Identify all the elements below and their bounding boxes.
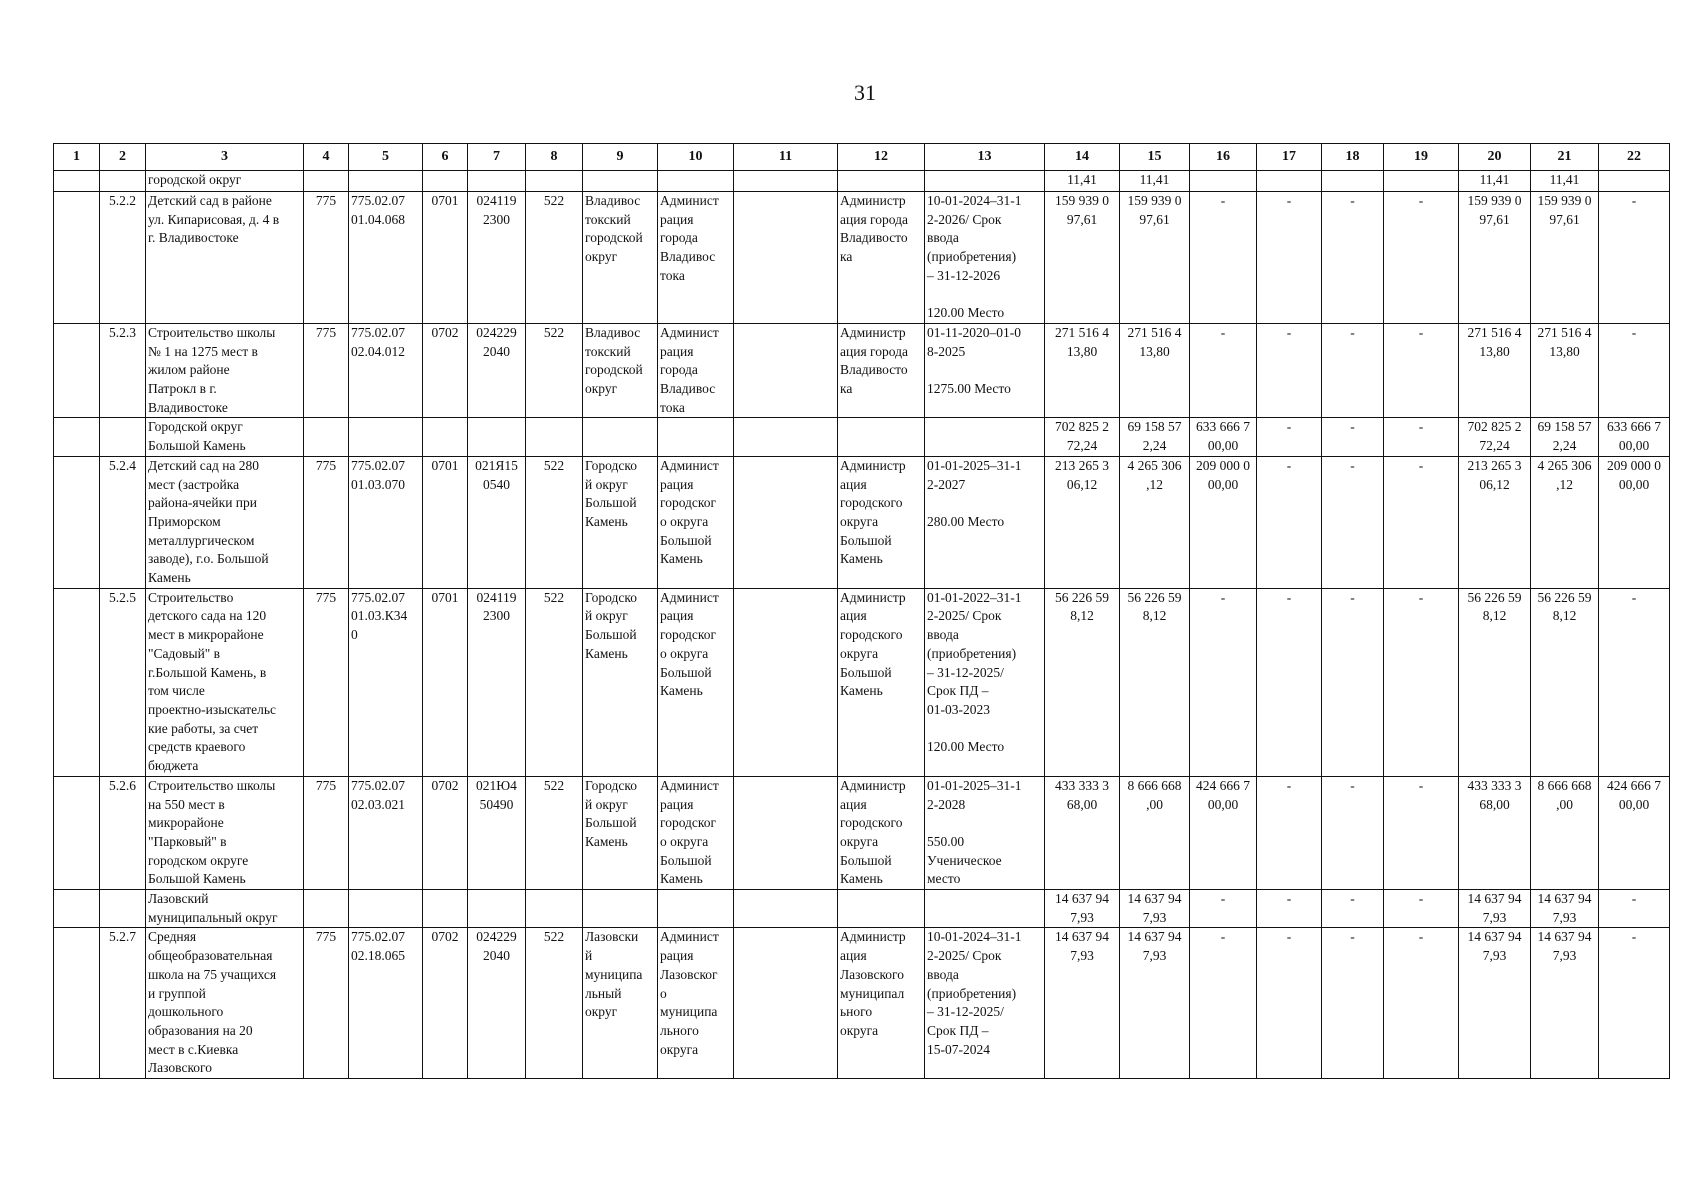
table-cell [304,418,349,456]
table-cell [54,776,100,889]
column-header: 14 [1045,144,1120,171]
column-header: 12 [838,144,925,171]
table-cell [734,928,838,1079]
table-cell: Админист рация города Владивос тока [658,323,734,418]
table-cell: Администр ация города Владивосто ка [838,323,925,418]
table-cell [468,171,526,192]
table-cell: Администр ация городского округа Большой Камень [838,588,925,776]
table-row [54,776,1670,889]
table-cell: 5.2.2 [100,192,146,324]
table-cell [423,890,468,928]
table-cell: 14 637 94 7,93 [1459,890,1531,928]
table-cell: - [1257,776,1322,889]
column-header: 10 [658,144,734,171]
table-row [54,456,1670,588]
table-cell: Владивос токский городской округ [583,192,658,324]
table-cell [838,890,925,928]
table-cell [526,418,583,456]
table-cell: - [1257,588,1322,776]
table-cell [349,890,423,928]
table-row [54,418,1670,456]
table-cell [468,890,526,928]
table-cell: Городско й округ Большой Камень [583,588,658,776]
table-cell: 213 265 3 06,12 [1045,456,1120,588]
table-cell: - [1384,418,1459,456]
table-cell [734,776,838,889]
table-cell: 024119 2300 [468,192,526,324]
table-cell: - [1322,418,1384,456]
table-cell [583,890,658,928]
column-header: 8 [526,144,583,171]
table-cell [658,418,734,456]
table-cell [1599,171,1670,192]
column-header: 21 [1531,144,1599,171]
table-cell [526,890,583,928]
table-cell: 271 516 4 13,80 [1531,323,1599,418]
table-cell [54,418,100,456]
table-cell: - [1384,323,1459,418]
table-cell: - [1322,928,1384,1079]
table-cell [734,171,838,192]
table-cell [100,171,146,192]
budget-table [53,143,1670,1079]
table-cell: 01-01-2025–31-1 2-2027 280.00 Место [925,456,1045,588]
column-header: 1 [54,144,100,171]
table-cell: 775 [304,588,349,776]
table-cell: Администр ация городского округа Большой Камень [838,456,925,588]
column-header: 9 [583,144,658,171]
table-cell: 433 333 3 68,00 [1045,776,1120,889]
table-row [54,192,1670,324]
table-cell: 159 939 0 97,61 [1045,192,1120,324]
table-cell [838,418,925,456]
table-cell: - [1322,192,1384,324]
table-cell: 775.02.07 02.04.012 [349,323,423,418]
table-cell: 0701 [423,456,468,588]
column-header: 7 [468,144,526,171]
table-cell [54,928,100,1079]
column-header: 6 [423,144,468,171]
table-cell: 4 265 306 ,12 [1120,456,1190,588]
table-cell [526,171,583,192]
table-cell: 522 [526,192,583,324]
table-cell: 0702 [423,323,468,418]
table-cell: - [1190,192,1257,324]
table-cell: 775 [304,776,349,889]
table-cell [583,171,658,192]
table-row [54,171,1670,192]
table-cell: Строительство школы на 550 мест в микрорайоне "Парковый" в городском округе Большой Камень [146,776,304,889]
table-cell: 522 [526,323,583,418]
table-cell: городской округ [146,171,304,192]
table-cell [734,418,838,456]
table-cell: Владивос токский городской округ [583,323,658,418]
table-cell: 424 666 7 00,00 [1190,776,1257,889]
column-header: 2 [100,144,146,171]
table-cell: - [1384,456,1459,588]
table-cell: 0701 [423,588,468,776]
table-cell: - [1257,323,1322,418]
table-cell: 8 666 668 ,00 [1531,776,1599,889]
table-cell: Строительство детского сада на 120 мест в микрорайоне "Садовый" в г.Большой Камень, в том числе проектно-изыскательс кие работы, за счет средств краевого бюджета [146,588,304,776]
table-cell: 14 637 94 7,93 [1531,928,1599,1079]
table-cell: 5.2.7 [100,928,146,1079]
table-cell: - [1257,456,1322,588]
table-row [54,323,1670,418]
table-cell: 56 226 59 8,12 [1531,588,1599,776]
table-cell: - [1322,776,1384,889]
column-header: 15 [1120,144,1190,171]
table-cell: Администр ация города Владивосто ка [838,192,925,324]
table-cell: 159 939 0 97,61 [1459,192,1531,324]
column-header: 3 [146,144,304,171]
table-cell: 775 [304,192,349,324]
table-cell: 021Я15 0540 [468,456,526,588]
table-cell: 69 158 57 2,24 [1531,418,1599,456]
table-cell: - [1190,588,1257,776]
table-cell [423,418,468,456]
table-cell [1257,171,1322,192]
table-cell: 024229 2040 [468,928,526,1079]
table-cell: - [1599,588,1670,776]
table-cell: 775.02.07 02.03.021 [349,776,423,889]
table-cell: 522 [526,928,583,1079]
table-cell: 5.2.6 [100,776,146,889]
table-cell [54,890,100,928]
table-cell: Админист рация городског о округа Большой Камень [658,776,734,889]
table-cell: 5.2.5 [100,588,146,776]
table-cell: 69 158 57 2,24 [1120,418,1190,456]
table-cell [734,588,838,776]
table-cell: - [1257,890,1322,928]
table-cell: 5.2.4 [100,456,146,588]
table-cell [54,323,100,418]
table-cell [1190,171,1257,192]
table-cell: - [1322,890,1384,928]
table-cell: 8 666 668 ,00 [1120,776,1190,889]
table-cell: 0702 [423,928,468,1079]
table-cell: 633 666 7 00,00 [1190,418,1257,456]
header-row [54,144,1670,171]
table-cell: - [1599,323,1670,418]
table-cell: 01-01-2022–31-1 2-2025/ Срок ввода (приобретения) – 31-12-2025/ Срок ПД – 01-03-2023 120.00 Место [925,588,1045,776]
table-cell: Админист рация городског о округа Большой Камень [658,588,734,776]
table-cell: 633 666 7 00,00 [1599,418,1670,456]
column-header: 20 [1459,144,1531,171]
table-cell [349,418,423,456]
table-cell: - [1322,323,1384,418]
table-cell [54,588,100,776]
table-cell: 775.02.07 02.18.065 [349,928,423,1079]
table-cell: 14 637 94 7,93 [1045,890,1120,928]
table-cell: Городско й округ Большой Камень [583,456,658,588]
table-row [54,928,1670,1079]
table-cell: Средняя общеобразовательная школа на 75 учащихся и группой дошкольного образования на 20 мест в с.Киевка Лазовского [146,928,304,1079]
table-cell: 56 226 59 8,12 [1045,588,1120,776]
table-cell: 14 637 94 7,93 [1120,928,1190,1079]
table-cell: 775 [304,456,349,588]
table-cell: Городско й округ Большой Камень [583,776,658,889]
table-cell [583,418,658,456]
table-cell [734,456,838,588]
table-cell: - [1322,588,1384,776]
column-header: 4 [304,144,349,171]
table-cell: 01-01-2025–31-1 2-2028 550.00 Ученическое место [925,776,1045,889]
table-cell [925,890,1045,928]
table-cell [468,418,526,456]
table-cell: Администр ация Лазовского муниципал ьного округа [838,928,925,1079]
table-cell: 11,41 [1045,171,1120,192]
table-cell: 702 825 2 72,24 [1459,418,1531,456]
table-cell: 209 000 0 00,00 [1190,456,1257,588]
table-cell: 11,41 [1459,171,1531,192]
table-cell: - [1190,323,1257,418]
table-cell: 424 666 7 00,00 [1599,776,1670,889]
table-cell: 522 [526,588,583,776]
table-cell: - [1384,890,1459,928]
table-cell: 024119 2300 [468,588,526,776]
table-cell: 14 637 94 7,93 [1459,928,1531,1079]
table-cell: 271 516 4 13,80 [1459,323,1531,418]
table-cell [54,192,100,324]
table-cell: 024229 2040 [468,323,526,418]
table-cell: - [1384,928,1459,1079]
table-cell: 159 939 0 97,61 [1531,192,1599,324]
table-cell: 775 [304,323,349,418]
table-cell: 702 825 2 72,24 [1045,418,1120,456]
table-cell: 775.02.07 01.03.070 [349,456,423,588]
table-cell [658,171,734,192]
table-cell: 0702 [423,776,468,889]
table-cell: 11,41 [1120,171,1190,192]
table-cell: Лазовский муниципальный округ [146,890,304,928]
table-cell: Лазовски й муниципа льный округ [583,928,658,1079]
table-cell: - [1190,890,1257,928]
table-cell: 775.02.07 01.04.068 [349,192,423,324]
table-cell [1384,171,1459,192]
table-cell: - [1384,192,1459,324]
table-cell: - [1599,928,1670,1079]
table-cell [925,418,1045,456]
table-cell: 433 333 3 68,00 [1459,776,1531,889]
table-cell: Админист рация города Владивос тока [658,192,734,324]
table-cell: 213 265 3 06,12 [1459,456,1531,588]
table-cell: 4 265 306 ,12 [1531,456,1599,588]
table-cell [304,171,349,192]
table-cell: 5.2.3 [100,323,146,418]
column-header: 18 [1322,144,1384,171]
table-cell: Админист рация Лазовског о муниципа льного округа [658,928,734,1079]
table-cell: 271 516 4 13,80 [1045,323,1120,418]
table-cell: 209 000 0 00,00 [1599,456,1670,588]
table-cell: 271 516 4 13,80 [1120,323,1190,418]
table-cell: - [1599,192,1670,324]
table-cell [1322,171,1384,192]
table-cell [734,323,838,418]
table-cell: Детский сад в районе ул. Кипарисовая, д. 4 в г. Владивостоке [146,192,304,324]
table-cell: Администр ация городского округа Большой Камень [838,776,925,889]
table-cell: 56 226 59 8,12 [1120,588,1190,776]
table-cell: - [1599,890,1670,928]
table-cell: - [1190,928,1257,1079]
table-cell: 11,41 [1531,171,1599,192]
table-cell [925,171,1045,192]
table-cell [658,890,734,928]
table-cell: 775.02.07 01.03.К34 0 [349,588,423,776]
table-cell: Строительство школы № 1 на 1275 мест в жилом районе Патрокл в г. Владивостоке [146,323,304,418]
table-cell: 56 226 59 8,12 [1459,588,1531,776]
table-cell: - [1257,928,1322,1079]
table-cell: 159 939 0 97,61 [1120,192,1190,324]
table-cell: - [1384,588,1459,776]
column-header: 17 [1257,144,1322,171]
page-number: 31 [854,80,876,105]
table-cell: 775 [304,928,349,1079]
column-header: 5 [349,144,423,171]
table-cell: - [1384,776,1459,889]
table-cell [304,890,349,928]
table-cell: Админист рация городског о округа Большой Камень [658,456,734,588]
table-cell: - [1257,192,1322,324]
table-cell: Детский сад на 280 мест (застройка района-ячейки при Приморском металлургическом заводе), г.о. Большой Камень [146,456,304,588]
column-header: 16 [1190,144,1257,171]
column-header: 22 [1599,144,1670,171]
table-cell: Городской округ Большой Камень [146,418,304,456]
table-cell: 021Ю4 50490 [468,776,526,889]
table-cell: 522 [526,776,583,889]
table-body [54,171,1670,1079]
table-cell: 522 [526,456,583,588]
table-row [54,588,1670,776]
table-cell: 10-01-2024–31-1 2-2026/ Срок ввода (приобретения) – 31-12-2026 120.00 Место [925,192,1045,324]
table-cell [349,171,423,192]
column-header: 19 [1384,144,1459,171]
table-cell [54,456,100,588]
table-cell: 14 637 94 7,93 [1531,890,1599,928]
table-cell: 14 637 94 7,93 [1120,890,1190,928]
table-cell: - [1322,456,1384,588]
table-cell [838,171,925,192]
column-header: 11 [734,144,838,171]
table-cell [734,192,838,324]
table-cell [100,418,146,456]
table-cell: 0701 [423,192,468,324]
column-header: 13 [925,144,1045,171]
table-cell [100,890,146,928]
table-cell: 14 637 94 7,93 [1045,928,1120,1079]
table-cell: - [1257,418,1322,456]
table-cell [734,890,838,928]
table-cell: 10-01-2024–31-1 2-2025/ Срок ввода (приобретения) – 31-12-2025/ Срок ПД – 15-07-2024 [925,928,1045,1079]
table-cell: 01-11-2020–01-0 8-2025 1275.00 Место [925,323,1045,418]
table-row [54,890,1670,928]
table-cell [423,171,468,192]
table-cell [54,171,100,192]
